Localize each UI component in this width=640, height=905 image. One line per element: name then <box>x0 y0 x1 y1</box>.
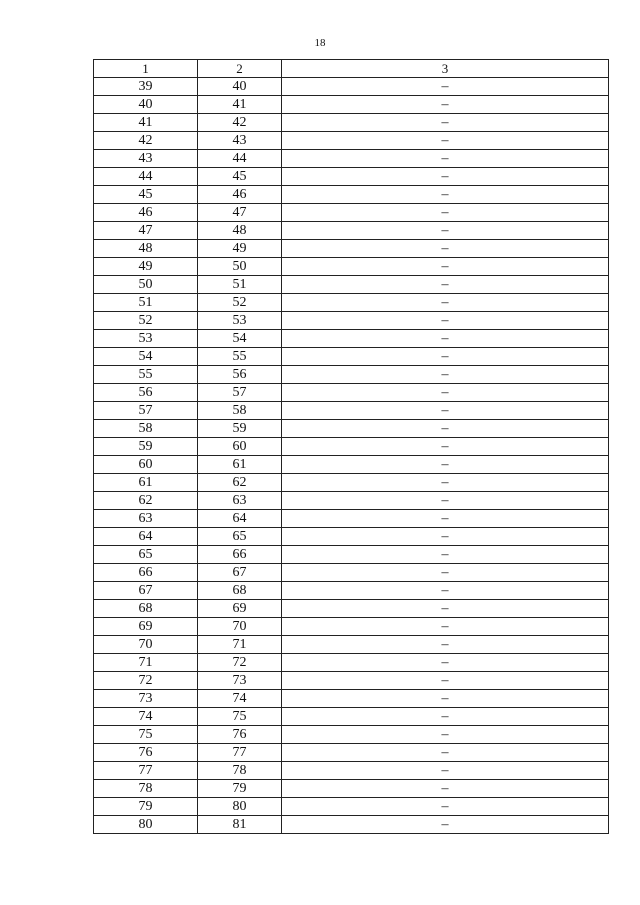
table-row <box>94 438 609 456</box>
table-cell-col-1: 56 <box>94 384 198 402</box>
table-cell-col-2: 51 <box>198 276 282 294</box>
table-cell-col-2: 45 <box>198 168 282 186</box>
table-cell-col-3: – <box>282 708 609 726</box>
table-cell-col-2: 58 <box>198 402 282 420</box>
table-cell-col-2: 72 <box>198 654 282 672</box>
table-cell-col-1: 43 <box>94 150 198 168</box>
page-number: 18 <box>314 37 326 49</box>
table-cell-col-3: – <box>282 690 609 708</box>
table-row <box>94 600 609 618</box>
table-cell-col-2: 79 <box>198 780 282 798</box>
table-row <box>94 492 609 510</box>
table-cell-col-3: – <box>282 114 609 132</box>
table-row <box>94 294 609 312</box>
table-cell-col-2: 68 <box>198 582 282 600</box>
table-cell-col-3: – <box>282 618 609 636</box>
table-cell-col-3: – <box>282 672 609 690</box>
table-cell-col-1: 47 <box>94 222 198 240</box>
table-cell-col-3: – <box>282 546 609 564</box>
table-cell-col-3: – <box>282 186 609 204</box>
table-cell-col-1: 79 <box>94 798 198 816</box>
table-row <box>94 654 609 672</box>
table-cell-col-3: – <box>282 636 609 654</box>
table-row <box>94 690 609 708</box>
table-cell-col-1: 50 <box>94 276 198 294</box>
table-cell-col-3: – <box>282 654 609 672</box>
table-row <box>94 222 609 240</box>
table-row <box>94 726 609 744</box>
table-row <box>94 384 609 402</box>
data-table <box>93 59 609 834</box>
table-cell-col-2: 53 <box>198 312 282 330</box>
table-row <box>94 132 609 150</box>
table-cell-col-2: 55 <box>198 348 282 366</box>
column-header-2: 2 <box>198 60 282 78</box>
table-cell-col-3: – <box>282 600 609 618</box>
table-row <box>94 474 609 492</box>
table-cell-col-1: 49 <box>94 258 198 276</box>
table-cell-col-2: 74 <box>198 690 282 708</box>
table-cell-col-3: – <box>282 132 609 150</box>
table-cell-col-1: 51 <box>94 294 198 312</box>
table-cell-col-3: – <box>282 402 609 420</box>
table-cell-col-1: 71 <box>94 654 198 672</box>
table-cell-col-3: – <box>282 528 609 546</box>
table-cell-col-3: – <box>282 780 609 798</box>
table-cell-col-1: 80 <box>94 816 198 834</box>
table-cell-col-3: – <box>282 204 609 222</box>
column-header-3: 3 <box>282 60 609 78</box>
table-row <box>94 528 609 546</box>
table-cell-col-1: 74 <box>94 708 198 726</box>
table-cell-col-2: 54 <box>198 330 282 348</box>
table-cell-col-1: 42 <box>94 132 198 150</box>
table-cell-col-2: 42 <box>198 114 282 132</box>
table-cell-col-3: – <box>282 762 609 780</box>
table-cell-col-1: 69 <box>94 618 198 636</box>
table-cell-col-1: 55 <box>94 366 198 384</box>
table-cell-col-3: – <box>282 474 609 492</box>
table-cell-col-1: 59 <box>94 438 198 456</box>
table-row <box>94 276 609 294</box>
table-row <box>94 708 609 726</box>
table-row <box>94 366 609 384</box>
table-cell-col-2: 63 <box>198 492 282 510</box>
table-cell-col-3: – <box>282 258 609 276</box>
table-cell-col-1: 72 <box>94 672 198 690</box>
table-cell-col-2: 60 <box>198 438 282 456</box>
table-cell-col-3: – <box>282 276 609 294</box>
table-cell-col-2: 49 <box>198 240 282 258</box>
table-row <box>94 258 609 276</box>
table-cell-col-3: – <box>282 330 609 348</box>
table-cell-col-3: – <box>282 312 609 330</box>
table-row <box>94 150 609 168</box>
table-row <box>94 330 609 348</box>
table-row <box>94 420 609 438</box>
table-cell-col-1: 75 <box>94 726 198 744</box>
table-cell-col-2: 44 <box>198 150 282 168</box>
table-cell-col-3: – <box>282 150 609 168</box>
table-cell-col-2: 69 <box>198 600 282 618</box>
table-cell-col-1: 44 <box>94 168 198 186</box>
table-cell-col-2: 70 <box>198 618 282 636</box>
table-cell-col-2: 67 <box>198 564 282 582</box>
table-cell-col-1: 68 <box>94 600 198 618</box>
table-row <box>94 798 609 816</box>
table-cell-col-1: 57 <box>94 402 198 420</box>
table-cell-col-3: – <box>282 240 609 258</box>
table-cell-col-1: 76 <box>94 744 198 762</box>
table-cell-col-2: 57 <box>198 384 282 402</box>
table-cell-col-1: 48 <box>94 240 198 258</box>
table-cell-col-3: – <box>282 456 609 474</box>
table-cell-col-1: 65 <box>94 546 198 564</box>
table-row <box>94 636 609 654</box>
table-cell-col-2: 48 <box>198 222 282 240</box>
table-cell-col-2: 77 <box>198 744 282 762</box>
table-row <box>94 816 609 834</box>
table-cell-col-2: 59 <box>198 420 282 438</box>
table-cell-col-2: 71 <box>198 636 282 654</box>
table-row <box>94 618 609 636</box>
table-cell-col-1: 60 <box>94 456 198 474</box>
table-cell-col-3: – <box>282 294 609 312</box>
table-cell-col-3: – <box>282 78 609 96</box>
table-cell-col-2: 81 <box>198 816 282 834</box>
table-cell-col-3: – <box>282 384 609 402</box>
table-cell-col-1: 73 <box>94 690 198 708</box>
table-row <box>94 510 609 528</box>
table-cell-col-2: 62 <box>198 474 282 492</box>
table-cell-col-1: 77 <box>94 762 198 780</box>
table-cell-col-3: – <box>282 744 609 762</box>
table-cell-col-3: – <box>282 222 609 240</box>
table-row <box>94 348 609 366</box>
table-row <box>94 186 609 204</box>
table-row <box>94 762 609 780</box>
table-row <box>94 456 609 474</box>
table-cell-col-2: 61 <box>198 456 282 474</box>
table-cell-col-1: 39 <box>94 78 198 96</box>
column-header-1: 1 <box>94 60 198 78</box>
table-cell-col-3: – <box>282 726 609 744</box>
table-row <box>94 744 609 762</box>
table-cell-col-3: – <box>282 798 609 816</box>
table-cell-col-2: 64 <box>198 510 282 528</box>
table-cell-col-1: 52 <box>94 312 198 330</box>
table-row <box>94 204 609 222</box>
table-cell-col-1: 58 <box>94 420 198 438</box>
table-cell-col-3: – <box>282 420 609 438</box>
table-body <box>94 78 609 834</box>
table-row <box>94 402 609 420</box>
table-row <box>94 582 609 600</box>
table-cell-col-2: 80 <box>198 798 282 816</box>
table-row <box>94 78 609 96</box>
table-row <box>94 546 609 564</box>
table-cell-col-3: – <box>282 816 609 834</box>
table-cell-col-3: – <box>282 168 609 186</box>
table-row <box>94 96 609 114</box>
table-cell-col-3: – <box>282 564 609 582</box>
table-cell-col-2: 41 <box>198 96 282 114</box>
table-cell-col-2: 52 <box>198 294 282 312</box>
table-cell-col-3: – <box>282 348 609 366</box>
table-cell-col-1: 45 <box>94 186 198 204</box>
table-cell-col-2: 56 <box>198 366 282 384</box>
table-cell-col-1: 63 <box>94 510 198 528</box>
table-cell-col-2: 66 <box>198 546 282 564</box>
table-cell-col-1: 62 <box>94 492 198 510</box>
table-cell-col-2: 46 <box>198 186 282 204</box>
table-cell-col-3: – <box>282 582 609 600</box>
table-row <box>94 240 609 258</box>
table-row <box>94 114 609 132</box>
table-row <box>94 672 609 690</box>
table-cell-col-2: 78 <box>198 762 282 780</box>
table-cell-col-2: 47 <box>198 204 282 222</box>
table-cell-col-1: 67 <box>94 582 198 600</box>
table-cell-col-3: – <box>282 366 609 384</box>
table-cell-col-1: 64 <box>94 528 198 546</box>
table-cell-col-2: 76 <box>198 726 282 744</box>
table-cell-col-3: – <box>282 96 609 114</box>
table-cell-col-1: 70 <box>94 636 198 654</box>
table-cell-col-1: 53 <box>94 330 198 348</box>
table-cell-col-1: 61 <box>94 474 198 492</box>
table-cell-col-2: 50 <box>198 258 282 276</box>
table-cell-col-1: 46 <box>94 204 198 222</box>
table-cell-col-2: 40 <box>198 78 282 96</box>
table-row <box>94 780 609 798</box>
table-header-row <box>94 60 609 78</box>
table-row <box>94 564 609 582</box>
table-cell-col-2: 73 <box>198 672 282 690</box>
table-row <box>94 168 609 186</box>
table-cell-col-1: 66 <box>94 564 198 582</box>
table-cell-col-1: 41 <box>94 114 198 132</box>
table-cell-col-2: 75 <box>198 708 282 726</box>
table-cell-col-3: – <box>282 438 609 456</box>
table-cell-col-3: – <box>282 510 609 528</box>
table-cell-col-3: – <box>282 492 609 510</box>
table-cell-col-2: 65 <box>198 528 282 546</box>
table-cell-col-1: 54 <box>94 348 198 366</box>
table-row <box>94 312 609 330</box>
table-cell-col-1: 40 <box>94 96 198 114</box>
table-cell-col-1: 78 <box>94 780 198 798</box>
table-cell-col-2: 43 <box>198 132 282 150</box>
